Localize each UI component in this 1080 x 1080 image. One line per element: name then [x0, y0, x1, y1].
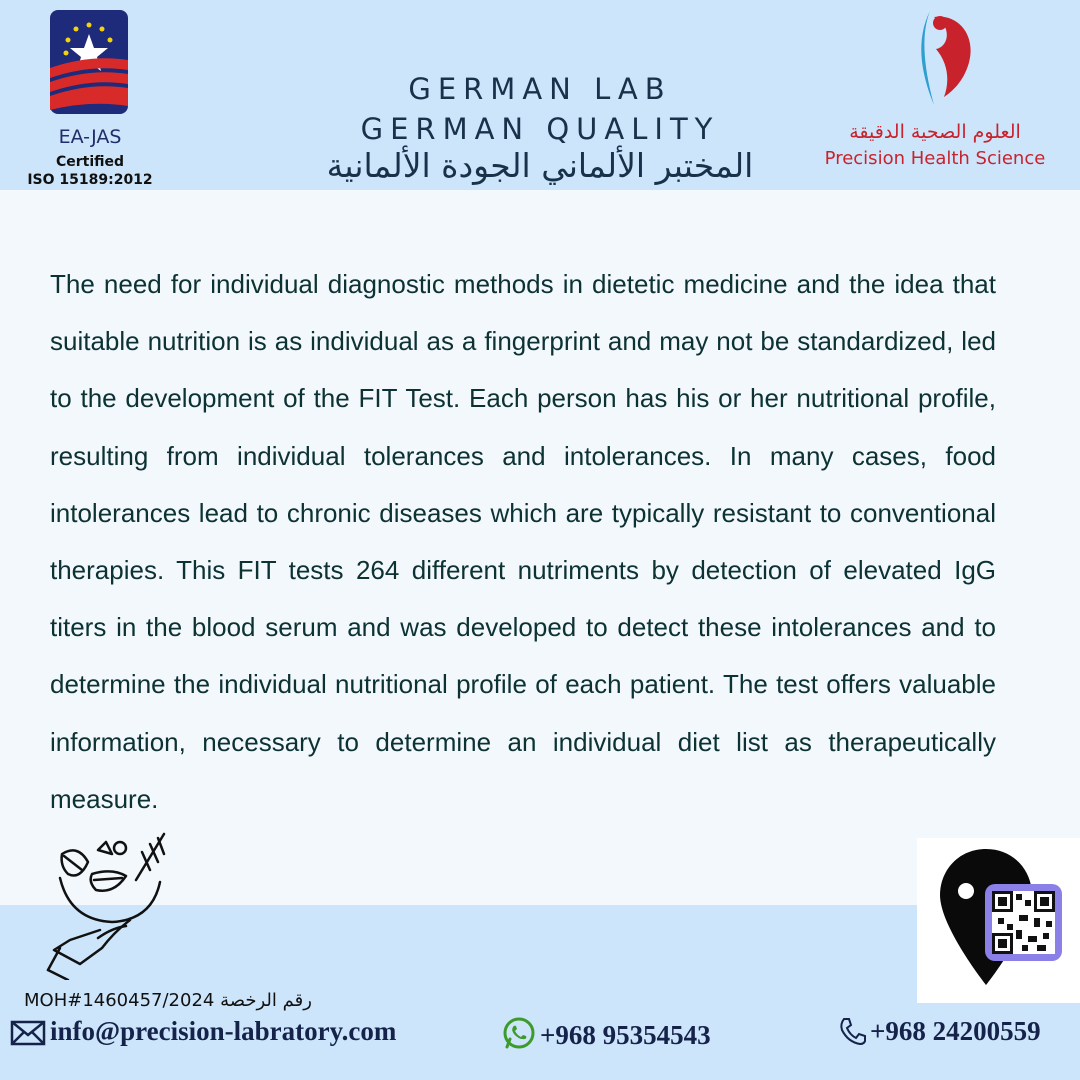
email-address[interactable]: info@precision-labratory.com [50, 1016, 397, 1046]
brand-logo [815, 5, 1065, 185]
cert-name: EA-JAS [58, 126, 122, 148]
phone-number[interactable]: +968 24200559 [870, 1016, 1041, 1046]
certification-logo [20, 10, 160, 188]
cert-standard: ISO 15189:2012 [27, 172, 153, 188]
cert-label: Certified [55, 154, 125, 170]
phone-icon [838, 1016, 866, 1046]
license-number: MOH#1460457/2024 رقم الرخصة [24, 990, 312, 1011]
heading-line-1: GERMAN LAB [408, 72, 672, 106]
brand-name-english: Precision Health Science [824, 148, 1046, 169]
hand-food-icon [40, 830, 175, 980]
heading-line-arabic: المختبر الألماني الجودة الألمانية [326, 146, 754, 185]
whatsapp-number[interactable]: +968 95354543 [540, 1020, 711, 1050]
whatsapp-contact[interactable] [502, 1016, 711, 1051]
phone-contact[interactable] [838, 1016, 1041, 1047]
whatsapp-icon [502, 1016, 536, 1050]
brand-name-arabic: العلوم الصحية الدقيقة [849, 121, 1021, 143]
heading-line-2: GERMAN QUALITY [360, 112, 720, 146]
email-icon [10, 1020, 46, 1046]
description-paragraph: The need for individual diagnostic methods in dietetic medicine and the idea that suitable nutrition is as individual as a fingerprint and may not be standardized, led to the development of the FIT Test. Each person has his or her nutritional profile, resulting from individual tolerances and intolerances. In many cases, food intolerances lead to chronic diseases which are typically resistant to conventional therapies. This FIT tests 264 different nutriments by detection of elevated IgG titers in the blood serum and was developed to detect these intolerances and to determine the individual nutritional profile of each patient. The test offers valuable information, necessary to determine an individual diet list as therapeutically measure. [50, 269, 996, 814]
qr-code-icon [992, 891, 1055, 954]
red-figure-logo-icon [900, 5, 976, 113]
star-flag-badge-icon [50, 10, 132, 114]
email-contact[interactable] [10, 1016, 396, 1047]
